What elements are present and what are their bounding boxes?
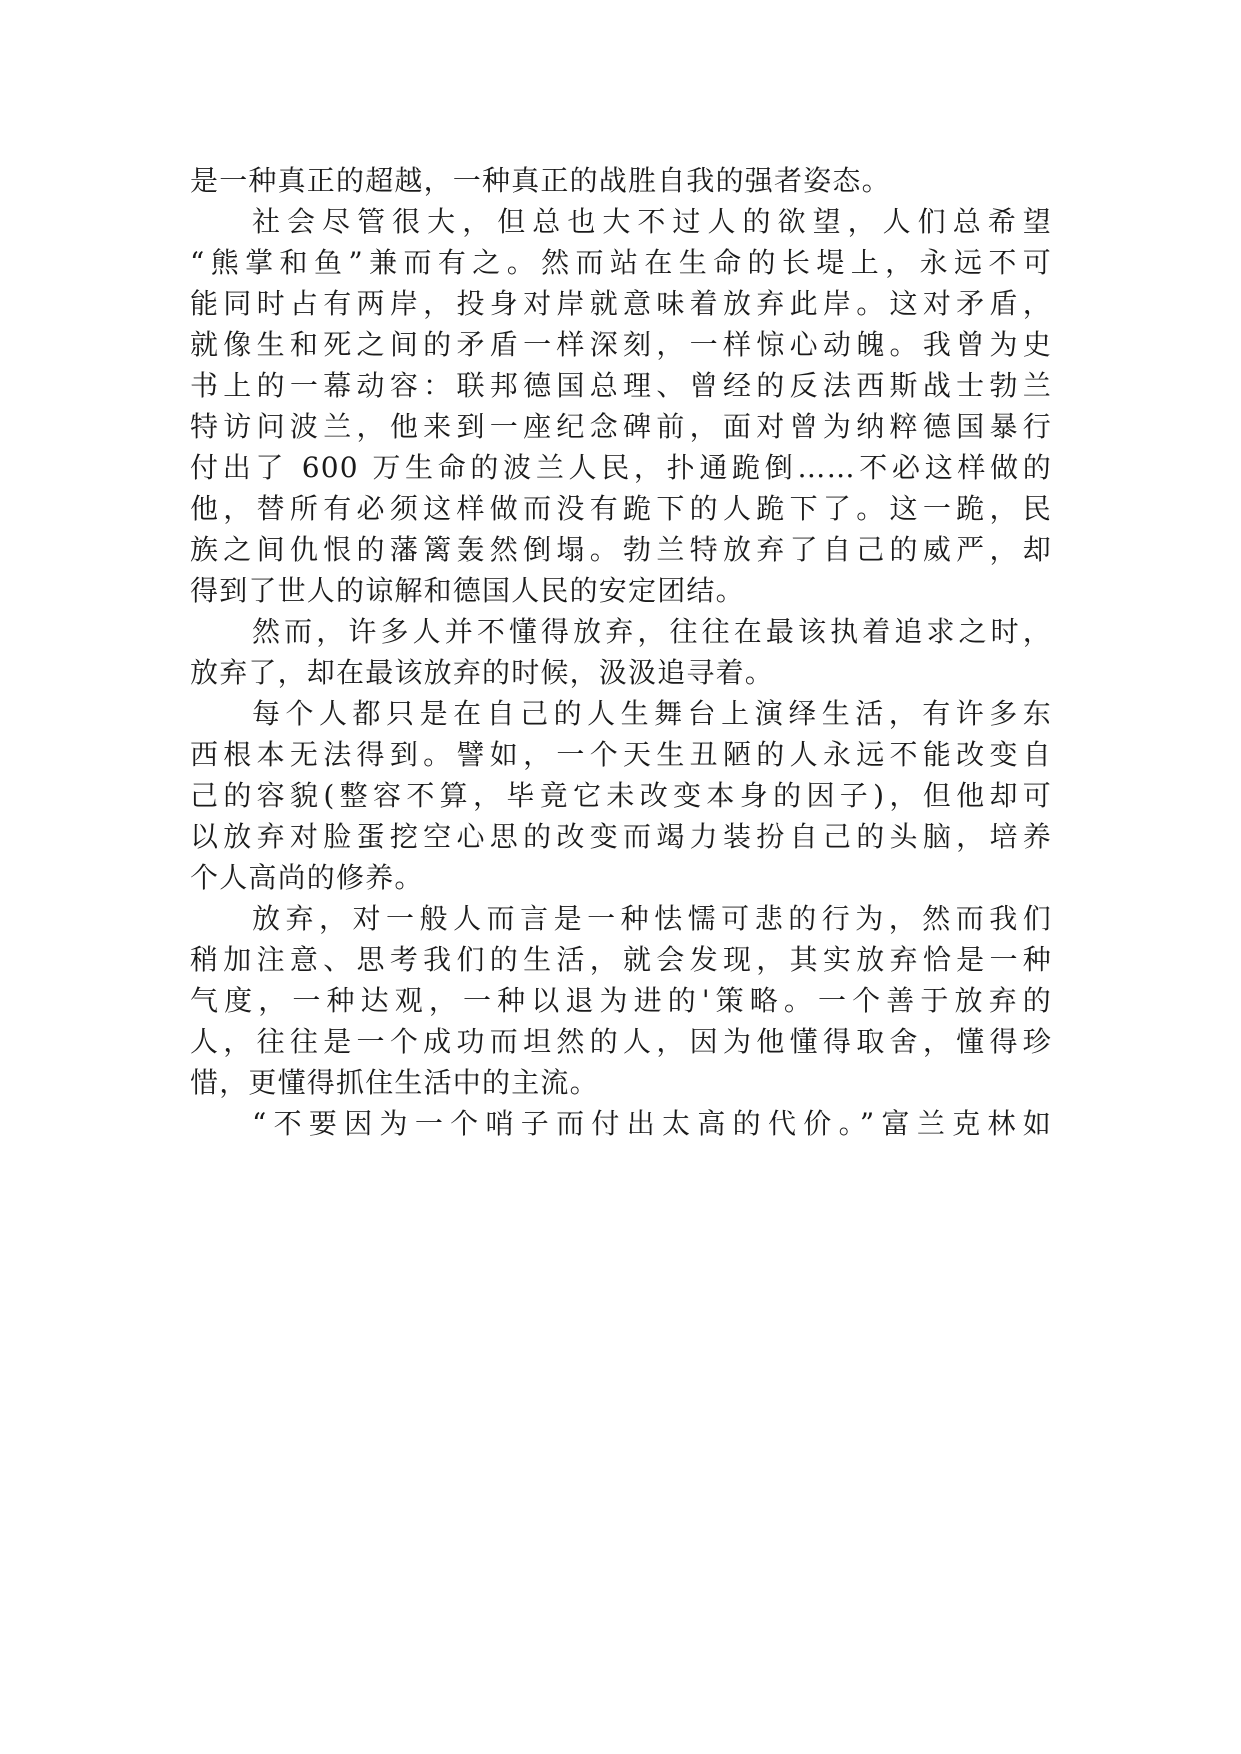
text-line: 放弃，对一般人而言是一种怯懦可悲的行为，然而我们 (252, 902, 1052, 935)
text-line: 社会尽管很大，但总也大不过人的欲望，人们总希望 (252, 205, 1052, 238)
text-line: 得到了世人的谅解和德国人民的安定团结。 (190, 574, 745, 607)
text-line: 人，往往是一个成功而坦然的人，因为他懂得取舍，懂得珍 (190, 1025, 1052, 1058)
text-line: 个人高尚的修养。 (190, 861, 424, 894)
text-line: 付出了 600 万生命的波兰人民，扑通跪倒……不必这样做的 (190, 451, 1052, 484)
text-line: 惜，更懂得抓住生活中的主流。 (190, 1066, 599, 1099)
text-line: 然而，许多人并不懂得放弃，往往在最该执着追求之时， (252, 615, 1052, 648)
text-line: 西根本无法得到。譬如，一个天生丑陋的人永远不能改变自 (190, 738, 1052, 771)
text-line: 每个人都只是在自己的人生舞台上演绎生活，有许多东 (252, 697, 1052, 730)
text-line: 就像生和死之间的矛盾一样深刻，一样惊心动魄。我曾为史 (190, 328, 1052, 361)
body-text (190, 160, 1052, 1144)
text-line: 是一种真正的超越，一种真正的战胜自我的强者姿态。 (190, 164, 891, 197)
text-line: “熊掌和鱼”兼而有之。然而站在生命的长堤上，永远不可 (190, 246, 1052, 279)
text-line: 他，替所有必须这样做而没有跪下的人跪下了。这一跪，民 (190, 492, 1052, 525)
text-line: 书上的一幕动容：联邦德国总理、曾经的反法西斯战士勃兰 (190, 369, 1052, 402)
text-line: 能同时占有两岸，投身对岸就意味着放弃此岸。这对矛盾， (190, 287, 1052, 320)
text-line: 己的容貌(整容不算，毕竟它未改变本身的因子)，但他却可 (190, 779, 1052, 812)
text-line: “不要因为一个哨子而付出太高的代价。”富兰克林如 (252, 1107, 1052, 1140)
text-line: 以放弃对脸蛋挖空心思的改变而竭力装扮自己的头脑，培养 (190, 820, 1052, 853)
text-line: 稍加注意、思考我们的生活，就会发现，其实放弃恰是一种 (190, 943, 1052, 976)
text-line: 族之间仇恨的藩篱轰然倒塌。勃兰特放弃了自己的威严，却 (190, 533, 1052, 566)
text-line: 放弃了，却在最该放弃的时候，汲汲追寻着。 (190, 656, 775, 689)
text-line: 特访问波兰，他来到一座纪念碑前，面对曾为纳粹德国暴行 (190, 410, 1052, 443)
text-line: 气度，一种达观，一种以退为进的'策略。一个善于放弃的 (190, 984, 1052, 1017)
